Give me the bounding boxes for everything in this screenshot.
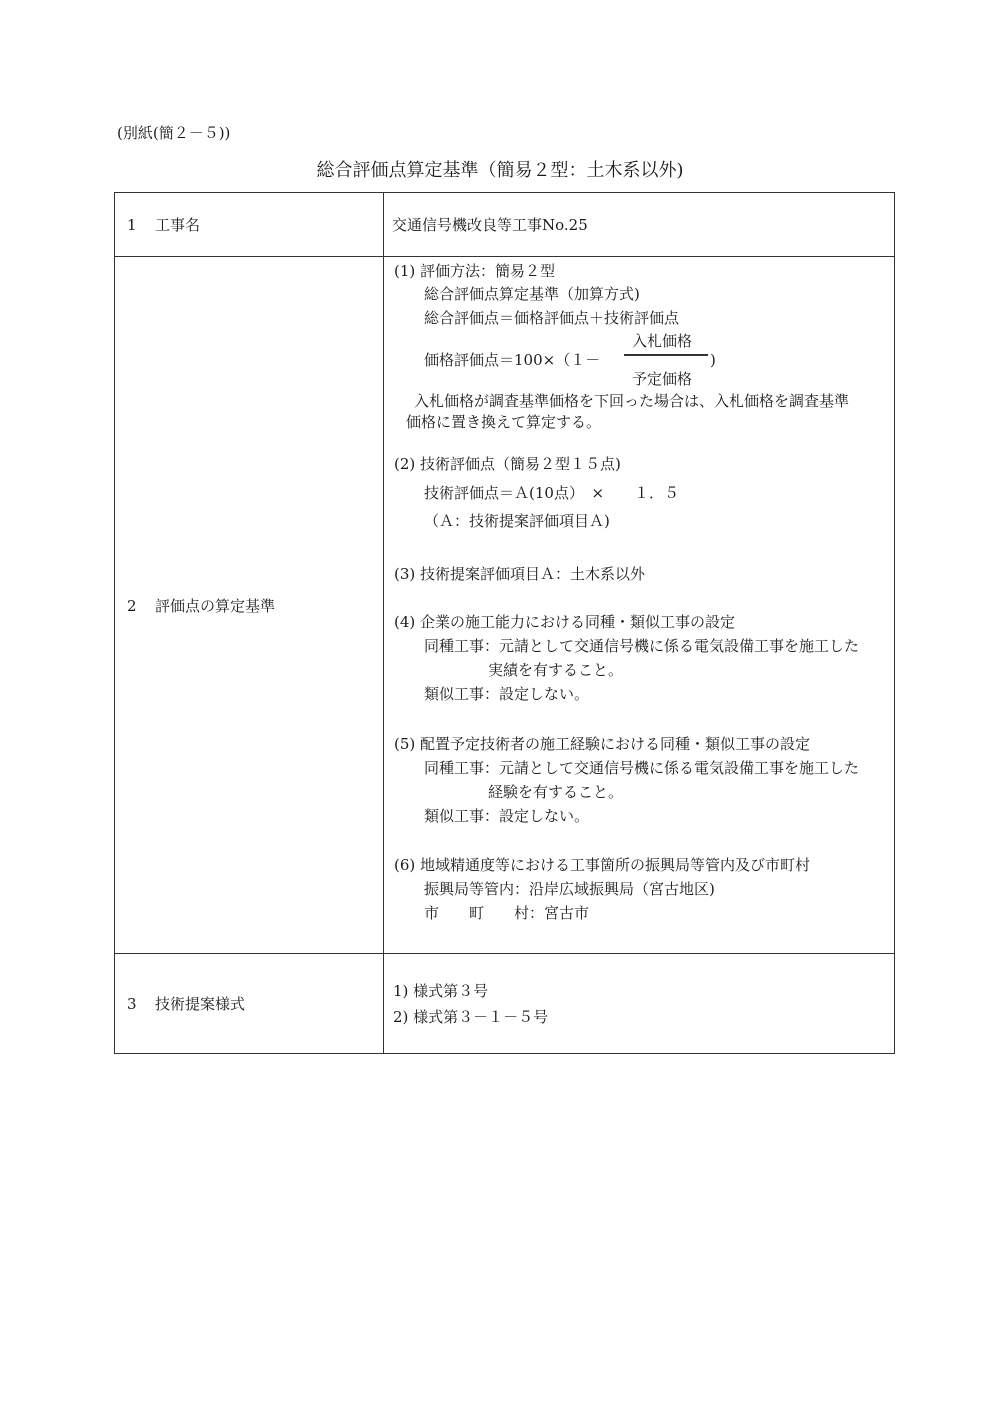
section-5-heading: (5) 配置予定技術者の施工経験における同種・類似工事の設定 (394, 735, 811, 753)
regional-bureau: 振興局等管内：沿岸広域振興局（宮古地区) (424, 880, 715, 898)
same-type-work-cont: 経験を有すること。 (488, 783, 624, 801)
criteria-content (384, 257, 895, 954)
price-note-line: 入札価格が調査基準価格を下回った場合は、入札価格を調査基準 (414, 392, 850, 410)
fraction-denominator: 予定価格 (632, 370, 693, 388)
price-score-formula: 価格評価点＝100×（１－ (424, 351, 601, 369)
total-score-formula: 総合評価点＝価格評価点＋技術評価点 (424, 309, 680, 327)
row-label-text: 工事名 (155, 216, 201, 234)
row-label (115, 954, 384, 1054)
similar-work: 類似工事：設定しない。 (424, 807, 590, 825)
row-label (115, 193, 384, 257)
table-row (115, 193, 895, 257)
forms-list (385, 978, 893, 1030)
criteria-table (114, 192, 895, 1054)
technical-score-note: （Ａ：技術提案評価項目Ａ) (424, 512, 610, 530)
document-title: 総合評価点算定基準（簡易２型：土木系以外) (316, 160, 684, 181)
same-type-work-cont: 実績を有すること。 (488, 661, 624, 679)
price-note-line: 価格に置き換えて算定する。 (406, 413, 602, 431)
fraction-line (624, 354, 708, 356)
row-number: 2 (127, 596, 137, 615)
document-reference: (別紙(簡２－５)) (117, 124, 231, 142)
section-1-heading: (1) 評価方法：簡易２型 (394, 262, 556, 280)
row-label-text: 評価点の算定基準 (155, 596, 276, 615)
same-type-work: 同種工事：元請として交通信号機に係る電気設備工事を施工した (424, 637, 860, 655)
row-label-text: 技術提案様式 (155, 995, 246, 1013)
section-4-heading: (4) 企業の施工能力における同種・類似工事の設定 (394, 613, 736, 631)
municipality: 市 町 村：宮古市 (424, 904, 590, 922)
section-3-heading: (3) 技術提案評価項目Ａ：土木系以外 (394, 565, 646, 583)
section-1-basis: 総合評価点算定基準（加算方式) (424, 285, 640, 303)
price-formula-close: ) (710, 351, 716, 369)
row-number: 3 (127, 995, 137, 1013)
section-6-heading: (6) 地域精通度等における工事箇所の振興局等管内及び市町村 (394, 856, 811, 874)
table-row (115, 257, 895, 954)
table-row (115, 954, 895, 1054)
row-label (115, 257, 384, 954)
project-name: 交通信号機改良等工事No.25 (384, 193, 895, 257)
same-type-work: 同種工事：元請として交通信号機に係る電気設備工事を施工した (424, 759, 860, 777)
row-number: 1 (127, 216, 137, 234)
technical-score-formula: 技術評価点＝Ａ(10点） × １．５ (424, 484, 680, 502)
proposal-forms (384, 954, 895, 1054)
section-2-heading: (2) 技術評価点（簡易２型１５点) (394, 455, 621, 473)
fraction-numerator: 入札価格 (632, 332, 693, 350)
list-item: 1) 様式第３号 (393, 981, 489, 1000)
list-item: 2) 様式第３－１－５号 (393, 1007, 549, 1026)
similar-work: 類似工事：設定しない。 (424, 685, 590, 703)
